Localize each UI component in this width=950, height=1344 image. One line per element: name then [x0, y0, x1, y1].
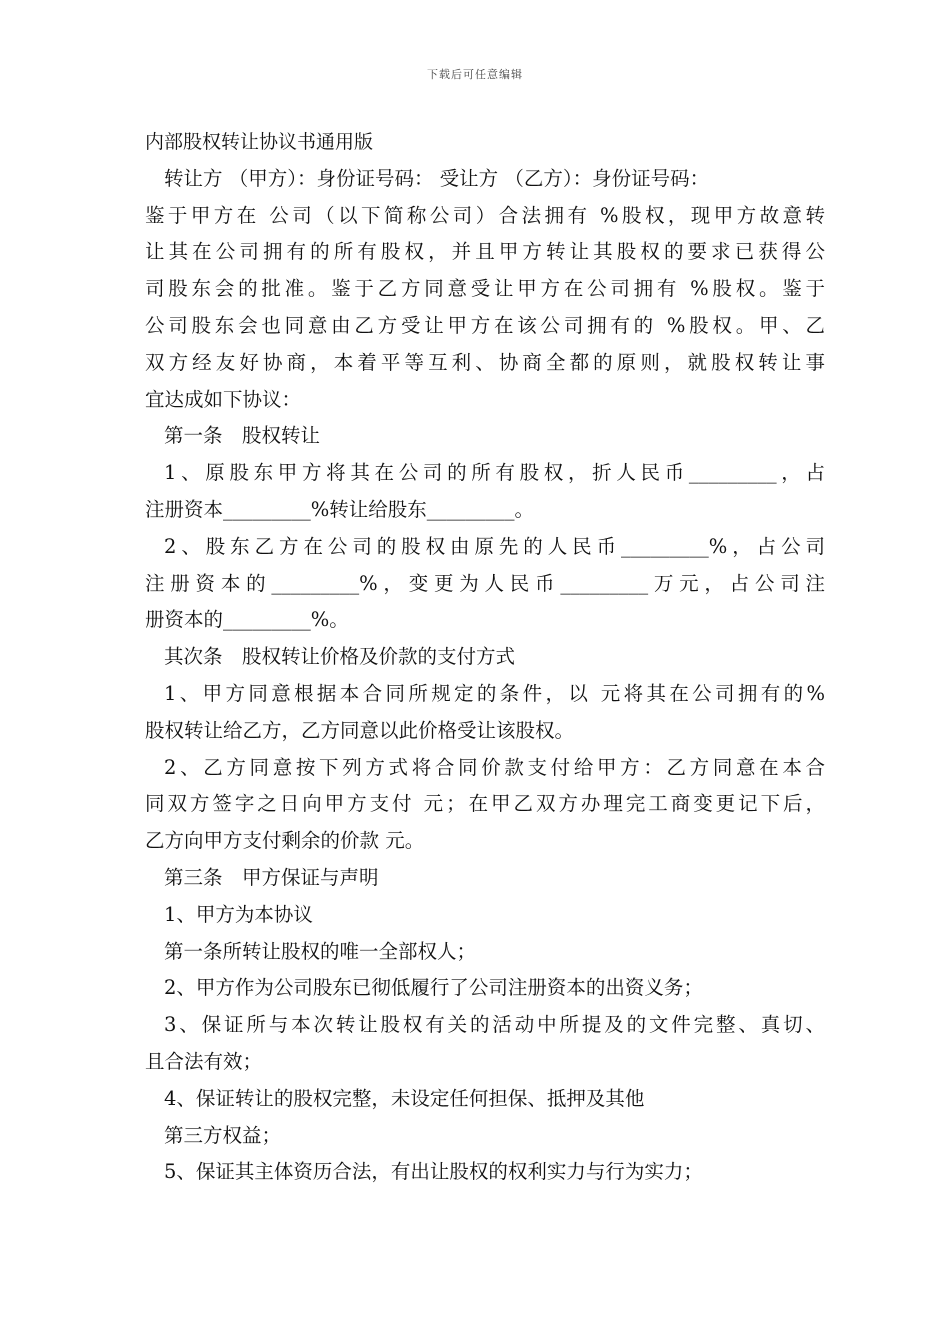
document-body — [145, 124, 825, 1191]
article-heading: 第一条 股权转让 — [164, 424, 321, 448]
clause-line: 2、乙方同意按下列方式将合同价款支付给甲方：乙方同意在本合 — [164, 755, 825, 779]
clause-line: 注册资本的_________%，变更为人民币_________万元，占公司注 — [145, 571, 825, 595]
clause-line: 5、保证其主体资历合法，有出让股权的权利实力与行为实力； — [164, 1160, 703, 1184]
clause-line: 册资本的_________%。 — [145, 608, 349, 632]
article-heading: 第三条 甲方保证与声明 — [164, 865, 379, 889]
article-heading: 其次条 股权转让价格及价款的支付方式 — [164, 645, 516, 669]
paragraph-line: 司股东会的批准。鉴于乙方同意受让甲方在公司拥有 %股权。鉴于 — [145, 277, 825, 301]
clause-line: 乙方向甲方支付剩余的价款 元。 — [145, 829, 425, 853]
paragraph-line: 宜达成如下协议： — [145, 387, 302, 411]
clause-line: 同双方签字之日向甲方支付 元；在甲乙双方办理完工商变更记下后， — [145, 792, 825, 816]
clause-line: 4、保证转让的股权完整，未设定任何担保、抵押及其他 — [164, 1086, 645, 1110]
clause-line: 注册资本_________%转让给股东_________。 — [145, 497, 535, 521]
page-header: 下载后可任意编辑 — [427, 68, 523, 81]
parties-line: 转让方 （甲方）：身份证号码： 受让方 （乙方）：身份证号码： — [164, 166, 710, 190]
clause-line: 2、甲方作为公司股东已彻低履行了公司注册资本的出资义务； — [164, 976, 703, 1000]
clause-line: 且合法有效； — [145, 1049, 263, 1073]
paragraph-line: 鉴于甲方在 公司（以下简称公司）合法拥有 %股权，现甲方故意转 — [145, 203, 825, 227]
clause-line: 1、原股东甲方将其在公司的所有股权，折人民币_________，占 — [164, 461, 825, 485]
clause-line: 1、甲方为本协议 — [164, 902, 313, 926]
clause-line: 股权转让给乙方，乙方同意以此价格受让该股权。 — [145, 718, 575, 742]
paragraph-line: 公司股东会也同意由乙方受让甲方在该公司拥有的 %股权。甲、乙 — [145, 313, 825, 337]
clause-line: 第一条所转让股权的唯一全部权人； — [164, 939, 477, 963]
clause-line: 1、甲方同意根据本合同所规定的条件，以 元将其在公司拥有的% — [164, 681, 825, 705]
paragraph-line: 双方经友好协商，本着平等互利、协商全都的原则，就股权转让事 — [145, 350, 825, 374]
clause-line: 第三方权益； — [164, 1123, 282, 1147]
document-title: 内部股权转让协议书通用版 — [145, 131, 374, 153]
clause-line: 2、股东乙方在公司的股权由原先的人民币_________%，占公司 — [164, 534, 825, 558]
paragraph-line: 让其在公司拥有的所有股权，并且甲方转让其股权的要求已获得公 — [145, 240, 825, 264]
clause-line: 3、保证所与本次转让股权有关的活动中所提及的文件完整、真切、 — [164, 1013, 825, 1037]
